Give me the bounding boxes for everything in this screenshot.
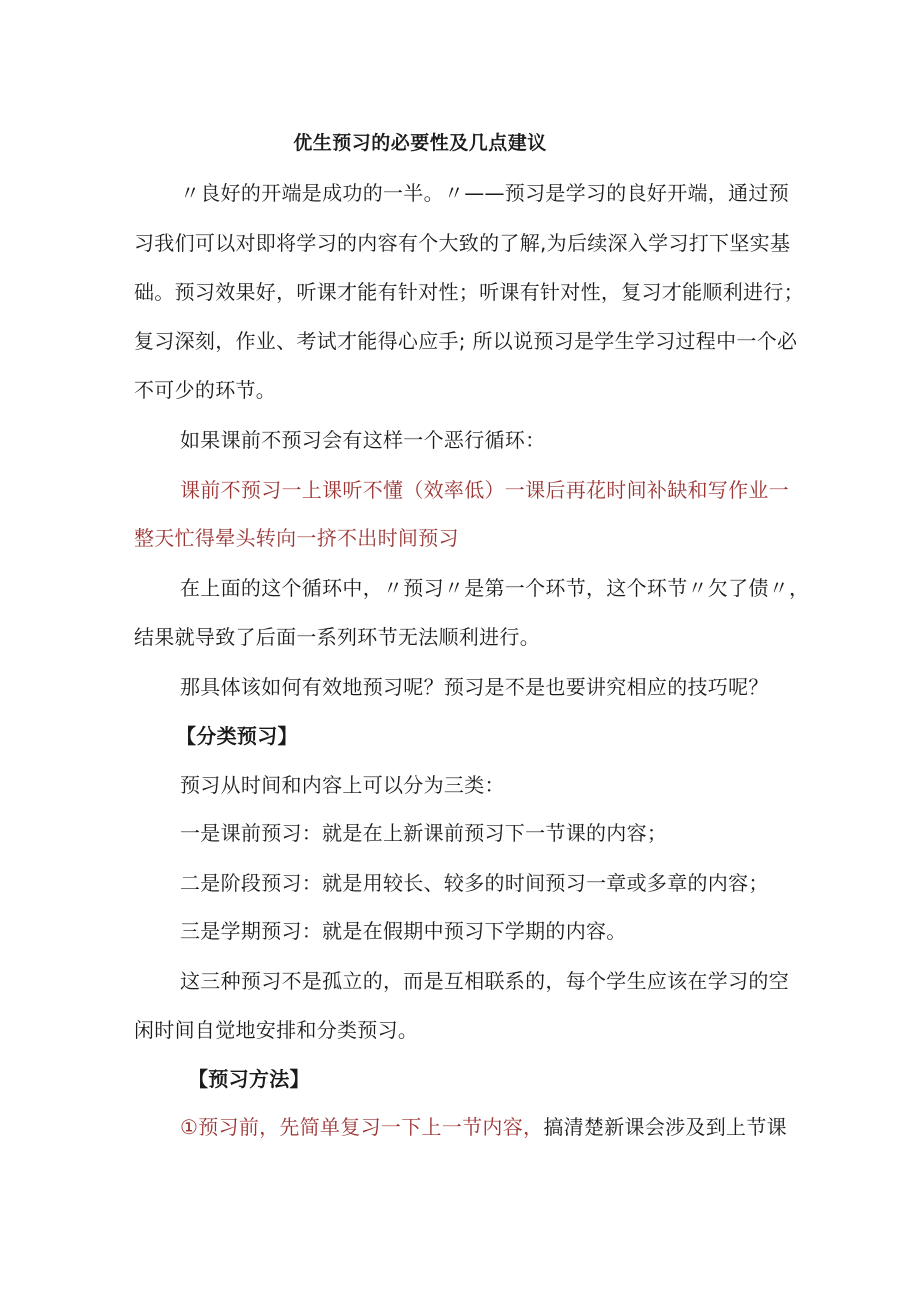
- cycle-line: 课前不预习一上课听不懂（效率低）一课后再花时间补缺和写作业一: [180, 478, 789, 502]
- method-highlight: ①预习前，先简单复习一下上一节内容，: [180, 1115, 544, 1139]
- list-item: 三是学期预习：就是在假期中预习下学期的内容。: [180, 919, 627, 943]
- method-line: [180, 1113, 787, 1141]
- paragraph-line: 复习深刻，作业、考试才能得心应手; 所以说预习是学生学习过程中一个必: [134, 329, 798, 353]
- cycle-line: 整天忙得晕头转向一挤不出时间预习: [134, 526, 459, 550]
- method-text: 搞清楚新课会涉及到上节课: [543, 1115, 787, 1139]
- paragraph-line: 那具体该如何有效地预习呢？预习是不是也要讲究相应的技巧呢？: [180, 675, 769, 699]
- paragraph-line: 在上面的这个循环中，〃预习〃是第一个环节，这个环节〃欠了债〃，: [180, 576, 810, 600]
- paragraph-line: 结果就导致了后面一系列环节无法顺利进行。: [134, 625, 540, 649]
- paragraph-line: 不可少的环节。: [134, 378, 277, 402]
- paragraph-line: 础。预习效果好，听课才能有针对性；听课有针对性，复习才能顺利进行；: [134, 280, 804, 304]
- paragraph-line: 这三种预习不是孤立的，而是互相联系的，每个学生应该在学习的空: [180, 969, 789, 993]
- document-title: 优生预习的必要性及几点建议: [293, 132, 547, 154]
- section-heading: 【分类预习】: [176, 724, 298, 748]
- list-item: 一是课前预习：就是在上新课前预习下一节课的内容；: [180, 821, 668, 845]
- paragraph-line: 如果课前不预习会有这样一个恶行循环：: [180, 428, 546, 452]
- paragraph-line: 预习从时间和内容上可以分为三类：: [180, 773, 505, 797]
- paragraph-line: 习我们可以对即将学习的内容有个大致的了解,为后续深入学习打下坚实基: [134, 231, 791, 255]
- section-heading: 【预习方法】: [188, 1067, 310, 1091]
- paragraph-line: 闲时间自觉地安排和分类预习。: [134, 1018, 419, 1042]
- paragraph-line: 〃良好的开端是成功的一半。〃——预习是学习的良好开端，通过预: [180, 181, 789, 205]
- list-item: 二是阶段预习：就是用较长、较多的时间预习一章或多章的内容；: [180, 871, 769, 895]
